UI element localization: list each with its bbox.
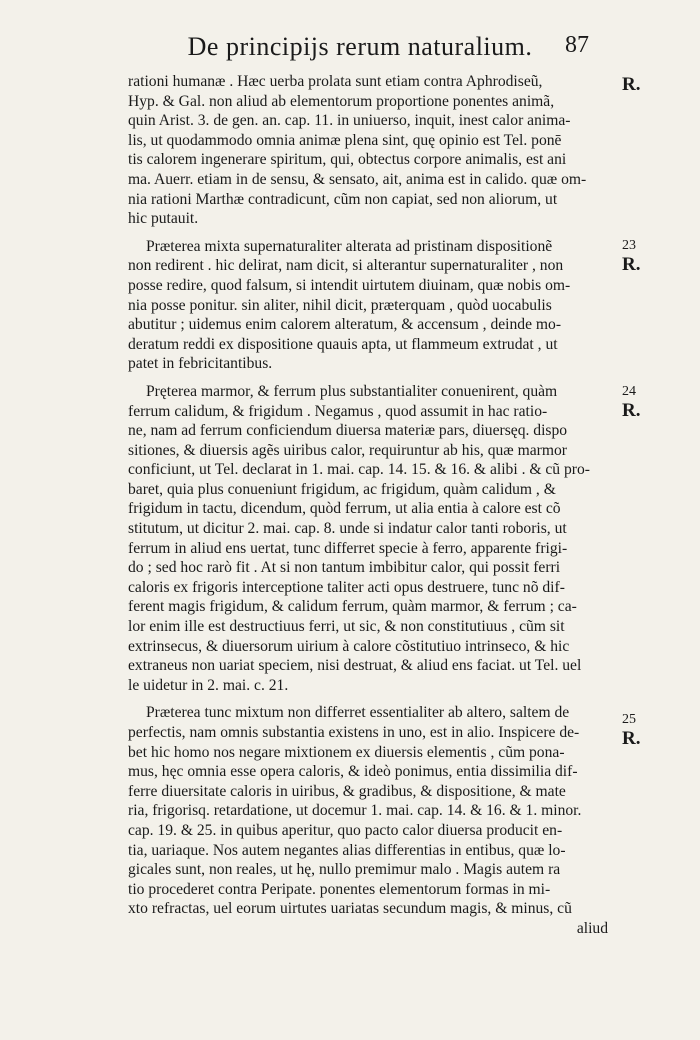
text-line: extrinsecus, & diuersorum uirium à calore cõstitutiuo intrinseco, & hic <box>128 637 570 655</box>
text-line: mus, hęc omnia esse opera caloris, & ideò ponimus, entia dissimilia dif- <box>128 763 578 781</box>
text-line: Hyp. & Gal. non aliud ab elementorum proportione ponentes animã, <box>128 92 555 110</box>
text-line: ma. Auerr. etiam in de sensu, & sensato, ait, anima est in calido. quæ om- <box>128 170 587 188</box>
text-line: conficiunt, ut Tel. declarat in 1. mai. cap. 14. 15. & 16. & alibi . & cũ pro- <box>128 461 590 479</box>
paragraph <box>128 72 608 229</box>
text-line: abutitur ; uidemus enim calorem alteratum, & accensum , deinde mo- <box>128 316 562 334</box>
text-line: Præterea tunc mixtum non differret essentialiter ab altero, saltem de <box>146 704 570 722</box>
text-line: ne, nam ad ferrum conficiendum diuersa materiæ pars, diuersęq. dispo <box>128 422 568 440</box>
margin-note-number: 24 <box>622 384 636 399</box>
text-line: caloris ex frigoris interceptione taliter acti opus destruere, tunc nõ dif- <box>128 578 565 596</box>
text-line: quin Arist. 3. de gen. an. cap. 11. in uniuerso, inquit, inest calor anima- <box>128 112 571 130</box>
text-line: Pręterea marmor, & ferrum plus substantialiter conuenirent, quàm <box>146 382 558 400</box>
text-line: perfectis, nam omnis substantia existens in uno, est in alio. Inspicere de- <box>128 724 580 741</box>
text-line: extraneus non uariat speciem, nisi destruat, & aliud ens faciat. ut Tel. uel <box>128 657 582 675</box>
catchword: aliud <box>576 919 608 937</box>
text-line: hic putauit. <box>128 210 199 228</box>
text-line: ferrum in aliud ens uertat, tunc differret specie à ferro, apparente frigi- <box>128 539 568 557</box>
margin-note-letter: R. <box>622 74 641 95</box>
text-line: lor enim ille est destructiuus ferri, ut sic, & non constitutiuus , cũm sit <box>128 618 565 636</box>
text-line: patet in febricitantibus. <box>128 355 273 373</box>
text-line: rationi humanæ . Hæc uerba prolata sunt etiam contra Aphrodiseũ, <box>128 73 543 90</box>
margin-note-letter: R. <box>622 254 641 275</box>
margin-note-25 <box>622 712 640 750</box>
paragraph <box>128 237 608 374</box>
text-line: lis, ut quodammodo omnia animæ plena sint, quę opinio est Tel. ponē <box>128 131 562 149</box>
text-line: tio procederet contra Peripate. ponentes elementorum formas in mi- <box>128 880 551 898</box>
text-line: tia, uariaque. Nos autem negantes alias differentias in entibus, quæ lo- <box>128 841 566 859</box>
margin-note-number: 23 <box>622 238 636 253</box>
body-text <box>128 72 608 939</box>
margin-note-24 <box>622 384 640 422</box>
text-line: ferre diuersitate caloris in uiribus, & gradibus, & dispositione, & mate <box>128 782 566 800</box>
text-line: Præterea mixta supernaturaliter alterata ad pristinam dispositionẽ <box>146 237 553 255</box>
margin-note-number: 25 <box>622 712 636 727</box>
margin-note-23 <box>622 238 640 276</box>
text-line: non redirent . hic delirat, nam dicit, si alterantur supernaturaliter , non <box>128 257 564 275</box>
text-line: ria, frigorisq. retardatione, ut docemur 1. mai. cap. 14. & 16. & 1. minor. <box>128 802 582 820</box>
text-line: baret, quia plus conueniunt frigidum, ac frigidum, quàm calidum , & <box>128 480 556 498</box>
paragraph <box>128 382 608 696</box>
text-line: gicales sunt, non reales, ut hę, nullo premimur malo . Magis autem ra <box>128 861 561 879</box>
text-line: ferent magis frigidum, & calidum ferrum, quàm marmor, & ferrum ; ca- <box>128 598 577 616</box>
text-line: tis calorem ingenerare spiritum, qui, obtectus corpore animalis, est ani <box>128 151 567 169</box>
text-line: do ; sed hoc rarò fit . At si non tantum imbibitur calor, qui possit ferri <box>128 559 561 577</box>
text-line: sitiones, & diuersis agẽs uiribus calor, requiruntur ab his, quæ marmor <box>128 441 567 459</box>
margin-note-r <box>622 74 640 96</box>
paragraph <box>128 703 608 938</box>
text-line: posse redire, quod falsum, si intendit uirtutem diuinam, quæ nobis om- <box>128 276 571 294</box>
text-line: le uidetur in 2. mai. c. 21. <box>128 676 289 694</box>
text-line: frigidum in tactu, dicendum, quòd ferrum, ut alia entia à calore est cõ <box>128 500 561 518</box>
margin-note-letter: R. <box>622 400 641 421</box>
text-line: nia posse ponitur. sin aliter, nihil dicit, præterquam , quòd uocabulis <box>128 296 552 314</box>
text-line: deratum reddi ex dispositione quauis apta, ut flammeum extrudat , ut <box>128 335 558 353</box>
text-line: ferrum calidum, & frigidum . Negamus , quod assumit in hac ratio- <box>128 402 548 420</box>
text-line: cap. 19. & 25. in quibus aperitur, quo pacto calor diuersa producit en- <box>128 821 563 839</box>
text-line: stitutum, ut dicitur 2. mai. cap. 8. unde si indatur calor tanti roboris, ut <box>128 520 567 538</box>
text-line: bet hic homo nos negare mixtionem ex diuersis elementis , cũm pona- <box>128 743 565 761</box>
margin-note-letter: R. <box>622 728 641 749</box>
page-number: 87 <box>565 32 589 58</box>
running-head: De principijs rerum naturalium. <box>187 32 533 61</box>
text-line: nia rationi Marthæ contradicunt, cũm non capiat, sed non aliorum, ut <box>128 190 558 208</box>
text-line: xto refractas, uel eorum uirtutes uariatas secundum magis, & minus, cũ <box>128 900 572 918</box>
